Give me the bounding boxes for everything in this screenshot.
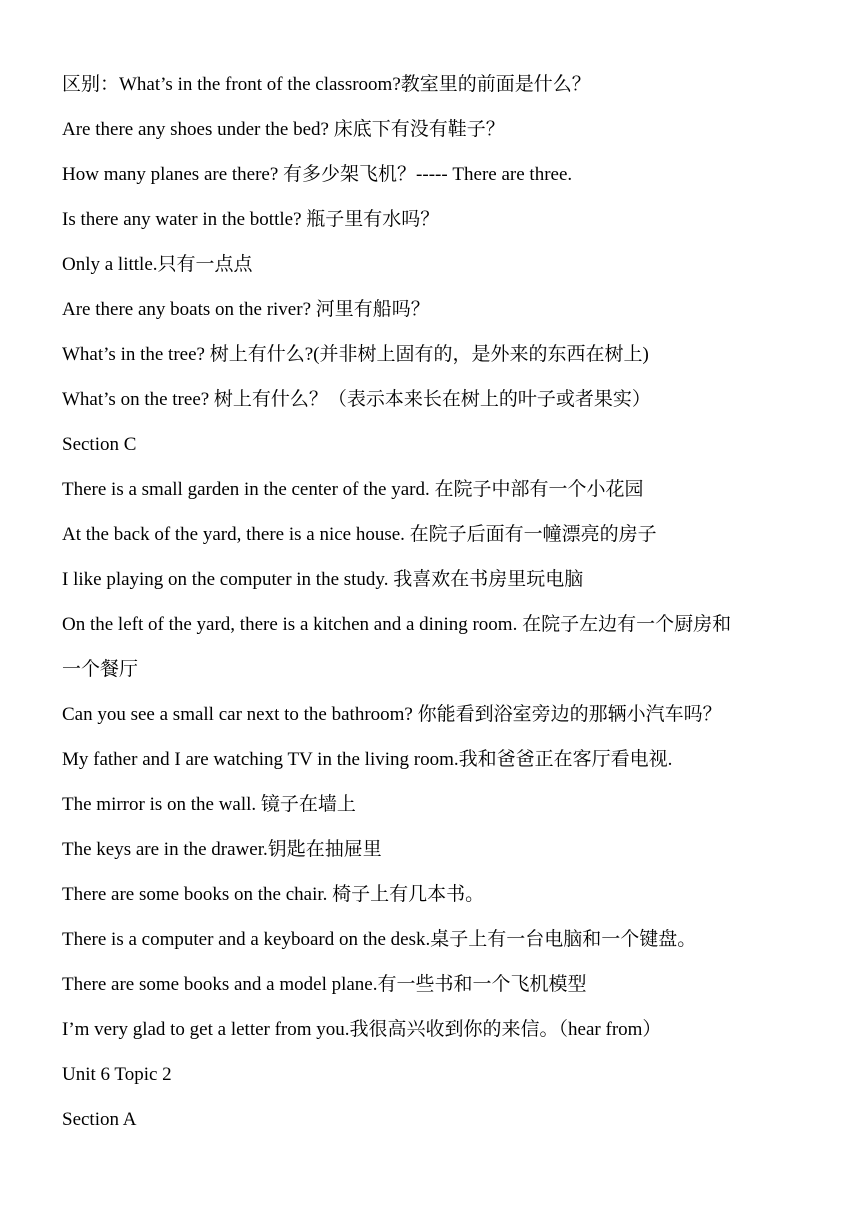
text-line: Can you see a small car next to the bathroom? 你能看到浴室旁边的那辆小汽车吗？	[62, 704, 722, 725]
section-heading: Section C	[62, 434, 137, 455]
text-line: What’s on the tree? 树上有什么？（表示本来长在树上的叶子或者果实）	[62, 389, 651, 410]
text-line: There is a computer and a keyboard on the desk.桌子上有一台电脑和一个键盘。	[62, 929, 697, 950]
text-line: Only a little.只有一点点	[62, 254, 253, 275]
section-heading: Section A	[62, 1109, 137, 1130]
text-line: The keys are in the drawer.钥匙在抽屉里	[62, 839, 382, 860]
unit-heading: Unit 6 Topic 2	[62, 1064, 172, 1085]
text-line: Are there any boats on the river? 河里有船吗？	[62, 299, 430, 320]
text-line: There are some books and a model plane.有一些书和一个飞机模型	[62, 974, 587, 995]
text-line: There are some books on the chair. 椅子上有几本书。	[62, 884, 485, 905]
text-line: Is there any water in the bottle? 瓶子里有水吗？	[62, 209, 440, 230]
text-line: There is a small garden in the center of the yard. 在院子中部有一个小花园	[62, 479, 644, 500]
text-line: 区别：What’s in the front of the classroom?教室里的前面是什么？	[62, 74, 591, 95]
text-line: On the left of the yard, there is a kitchen and a dining room. 在院子左边有一个厨房和	[62, 614, 732, 635]
text-line: What’s in the tree? 树上有什么?(并非树上固有的，是外来的东西在树上)	[62, 344, 649, 365]
text-line: The mirror is on the wall. 镜子在墙上	[62, 794, 356, 815]
text-line: My father and I are watching TV in the living room.我和爸爸正在客厅看电视.	[62, 749, 673, 770]
text-line: At the back of the yard, there is a nice house. 在院子后面有一幢漂亮的房子	[62, 524, 657, 545]
text-line: Are there any shoes under the bed? 床底下有没有鞋子？	[62, 119, 505, 140]
text-line: 一个餐厅	[62, 659, 139, 680]
document-page	[62, 62, 822, 1142]
text-line: How many planes are there? 有多少架飞机？----- There are three.	[62, 164, 573, 185]
text-line: I’m very glad to get a letter from you.我很高兴收到你的来信。（hear from）	[62, 1019, 662, 1040]
text-line: I like playing on the computer in the study. 我喜欢在书房里玩电脑	[62, 569, 584, 590]
